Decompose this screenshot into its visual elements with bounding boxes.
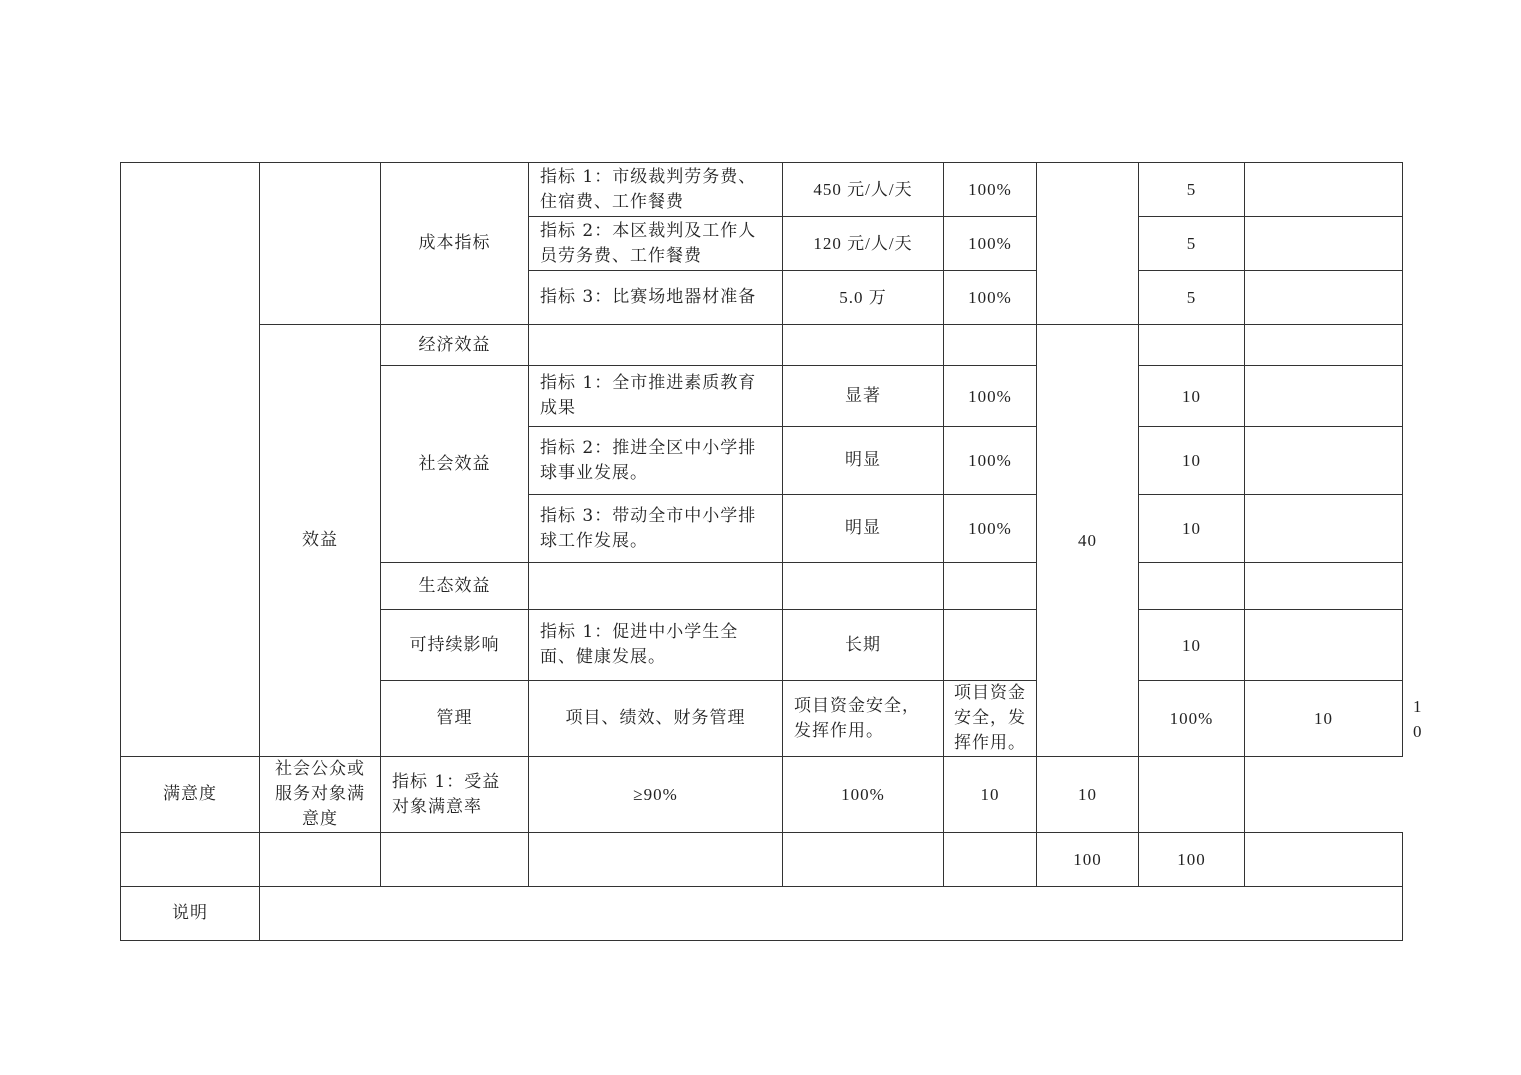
completion-cell: 100%: [944, 271, 1037, 325]
indicator-cell: 指标 2：推进全区中小学排球事业发展。: [529, 427, 783, 495]
remark-cell: [1245, 427, 1403, 495]
management-category-cell: 项目、绩效、财务管理: [529, 681, 783, 757]
satisfaction-label-cell: 满意度: [121, 757, 260, 833]
empty-cell: [260, 833, 381, 887]
completion-cell: 100%: [944, 495, 1037, 563]
total-weight-cell: 100: [1037, 833, 1139, 887]
score-cell: 5: [1139, 217, 1245, 271]
score-cell: 10: [1037, 757, 1139, 833]
empty-cell: [944, 833, 1037, 887]
remark-cell: [1139, 757, 1245, 833]
score-cell: 10: [1139, 610, 1245, 681]
ecological-benefit-cell: 生态效益: [381, 563, 529, 610]
table-row: [121, 163, 1403, 217]
target-cell: 5.0 万: [783, 271, 944, 325]
score-cell: [1139, 325, 1245, 366]
completion-cell: [944, 610, 1037, 681]
target-cell: ≥90%: [529, 757, 783, 833]
completion-cell: [944, 325, 1037, 366]
table-row: [121, 325, 1403, 366]
target-cell: 450 元/人/天: [783, 163, 944, 217]
remark-cell: [1245, 833, 1403, 887]
completion-cell: 100%: [1139, 681, 1245, 757]
completion-cell: 100%: [783, 757, 944, 833]
cost-category-cell: 成本指标: [381, 163, 529, 325]
score-cell: 10: [1139, 366, 1245, 427]
indicator-cell: 指标 2：本区裁判及工作人员劳务费、工作餐费: [529, 217, 783, 271]
benefit-weight-cell: 40: [1037, 325, 1139, 757]
indicator-cell: 指标 1：全市推进素质教育成果: [529, 366, 783, 427]
target-cell: 项目资金安全，发挥作用。: [944, 681, 1037, 757]
target-cell: 明显: [783, 427, 944, 495]
management-label-cell: 管理: [381, 681, 529, 757]
indicator-cell: 指标 1：促进中小学生全面、健康发展。: [529, 610, 783, 681]
indicator-cell: [529, 325, 783, 366]
cost-level1-cell: [260, 163, 381, 325]
remark-cell: [1245, 563, 1403, 610]
weight-cell: 10: [1245, 681, 1403, 757]
notes-row: [121, 887, 1403, 941]
target-cell: 显著: [783, 366, 944, 427]
benefit-label-cell: 效益: [260, 325, 381, 757]
total-score-cell: 100: [1139, 833, 1245, 887]
sustainable-impact-cell: 可持续影响: [381, 610, 529, 681]
remark-cell: [1245, 217, 1403, 271]
outer-merged-cell: [121, 163, 260, 757]
indicator-cell: 项目资金安全，发挥作用。: [783, 681, 944, 757]
empty-cell: [121, 833, 260, 887]
completion-cell: 100%: [944, 217, 1037, 271]
notes-label-cell: 说明: [121, 887, 260, 941]
target-cell: [783, 325, 944, 366]
social-benefit-cell: 社会效益: [381, 366, 529, 563]
target-cell: [783, 563, 944, 610]
indicator-cell: 指标 3：比赛场地器材准备: [529, 271, 783, 325]
empty-cell: [783, 833, 944, 887]
target-cell: 明显: [783, 495, 944, 563]
target-cell: 120 元/人/天: [783, 217, 944, 271]
performance-table: [120, 162, 1423, 941]
table-row: [121, 757, 1403, 833]
notes-content-cell: [260, 887, 1403, 941]
score-cell: [1139, 563, 1245, 610]
indicator-cell: [529, 563, 783, 610]
empty-cell: [529, 833, 783, 887]
remark-cell: [1245, 495, 1403, 563]
remark-cell: [1245, 271, 1403, 325]
score-cell: 10: [1139, 495, 1245, 563]
total-row: [121, 833, 1403, 887]
economic-benefit-cell: 经济效益: [381, 325, 529, 366]
completion-cell: 100%: [944, 366, 1037, 427]
remark-cell: [1245, 163, 1403, 217]
remark-cell: [1245, 325, 1403, 366]
satisfaction-category-cell: 社会公众或服务对象满意度: [260, 757, 381, 833]
score-cell: 5: [1139, 163, 1245, 217]
indicator-cell: 指标 3：带动全市中小学排球工作发展。: [529, 495, 783, 563]
completion-cell: 100%: [944, 427, 1037, 495]
indicator-cell: 指标 1：受益对象满意率: [381, 757, 529, 833]
empty-cell: [381, 833, 529, 887]
completion-cell: 100%: [944, 163, 1037, 217]
cost-weight-cell: [1037, 163, 1139, 325]
indicator-cell: 指标 1：市级裁判劳务费、住宿费、工作餐费: [529, 163, 783, 217]
remark-cell: [1245, 610, 1403, 681]
target-cell: 长期: [783, 610, 944, 681]
weight-cell: 10: [944, 757, 1037, 833]
score-cell: 10: [1139, 427, 1245, 495]
score-cell: 5: [1139, 271, 1245, 325]
table-row: 管理 项目、绩效、财务管理 项目资金安全，发挥作用。 项目资金安全，发挥作用。 100% 10 10: [121, 681, 1403, 757]
remark-cell: [1245, 366, 1403, 427]
completion-cell: [944, 563, 1037, 610]
